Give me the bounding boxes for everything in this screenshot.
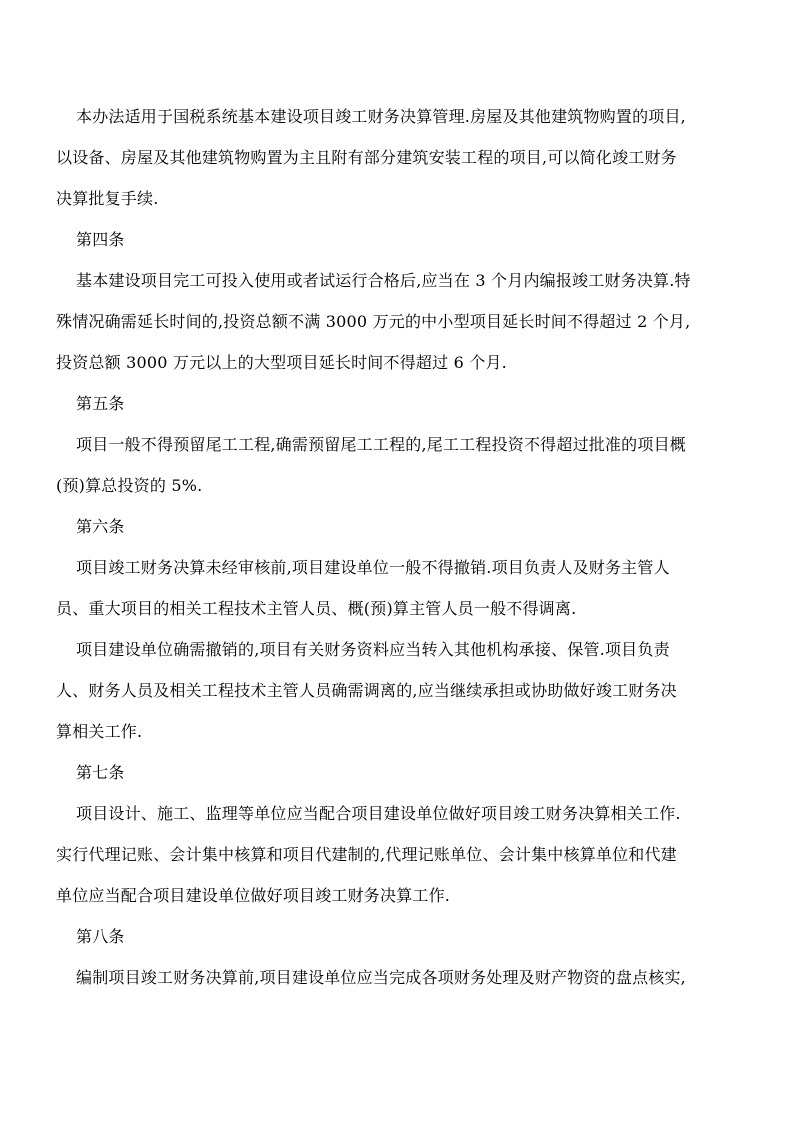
article-5-heading: 第五条 [76, 394, 125, 413]
paragraph-scope-line-1: 本办法适用于国税系统基本建设项目竣工财务决算管理.房屋及其他建筑物购置的项目, [76, 107, 686, 126]
article-7-line-3: 单位应当配合项目建设单位做好项目竣工财务决算工作. [56, 886, 451, 905]
article-6a-line-2: 员、重大项目的相关工程技术主管人员、概(预)算主管人员一般不得调离. [56, 599, 577, 618]
article-7-heading: 第七条 [76, 763, 125, 782]
paragraph-scope-line-2: 以设备、房屋及其他建筑物购置为主且附有部分建筑安装工程的项目,可以简化竣工财务 [56, 148, 677, 167]
article-4-line-1: 基本建设项目完工可投入使用或者试运行合格后,应当在 3 个月内编报竣工财务决算.特 [76, 271, 691, 290]
article-4-line-2: 殊情况确需延长时间的,投资总额不满 3000 万元的中小型项目延长时间不得超过 2 个月, [56, 312, 691, 331]
article-4-heading: 第四条 [76, 230, 125, 249]
article-4-line-3: 投资总额 3000 万元以上的大型项目延长时间不得超过 6 个月. [56, 353, 507, 372]
article-7-line-1: 项目设计、施工、监理等单位应当配合项目建设单位做好项目竣工财务决算相关工作. [76, 804, 681, 823]
paragraph-scope-line-3: 决算批复手续. [56, 189, 159, 208]
article-5-line-2: (预)算总投资的 5%. [56, 476, 203, 495]
article-8-line-1: 编制项目竣工财务决算前,项目建设单位应当完成各项财务处理及财产物资的盘点核实, [76, 968, 686, 987]
article-7-line-2: 实行代理记账、会计集中核算和项目代建制的,代理记账单位、会计集中核算单位和代建 [56, 845, 677, 864]
article-6b-line-3: 算相关工作. [56, 722, 143, 741]
article-6b-line-2: 人、财务人员及相关工程技术主管人员确需调离的,应当继续承担或协助做好竣工财务决 [56, 681, 677, 700]
article-5-line-1: 项目一般不得预留尾工工程,确需预留尾工工程的,尾工工程投资不得超过批准的项目概 [76, 435, 686, 454]
article-6b-line-1: 项目建设单位确需撤销的,项目有关财务资料应当转入其他机构承接、保管.项目负责 [76, 640, 670, 659]
article-6-heading: 第六条 [76, 517, 125, 536]
article-6a-line-1: 项目竣工财务决算未经审核前,项目建设单位一般不得撤销.项目负责人及财务主管人 [76, 558, 670, 577]
article-8-heading: 第八条 [76, 927, 125, 946]
